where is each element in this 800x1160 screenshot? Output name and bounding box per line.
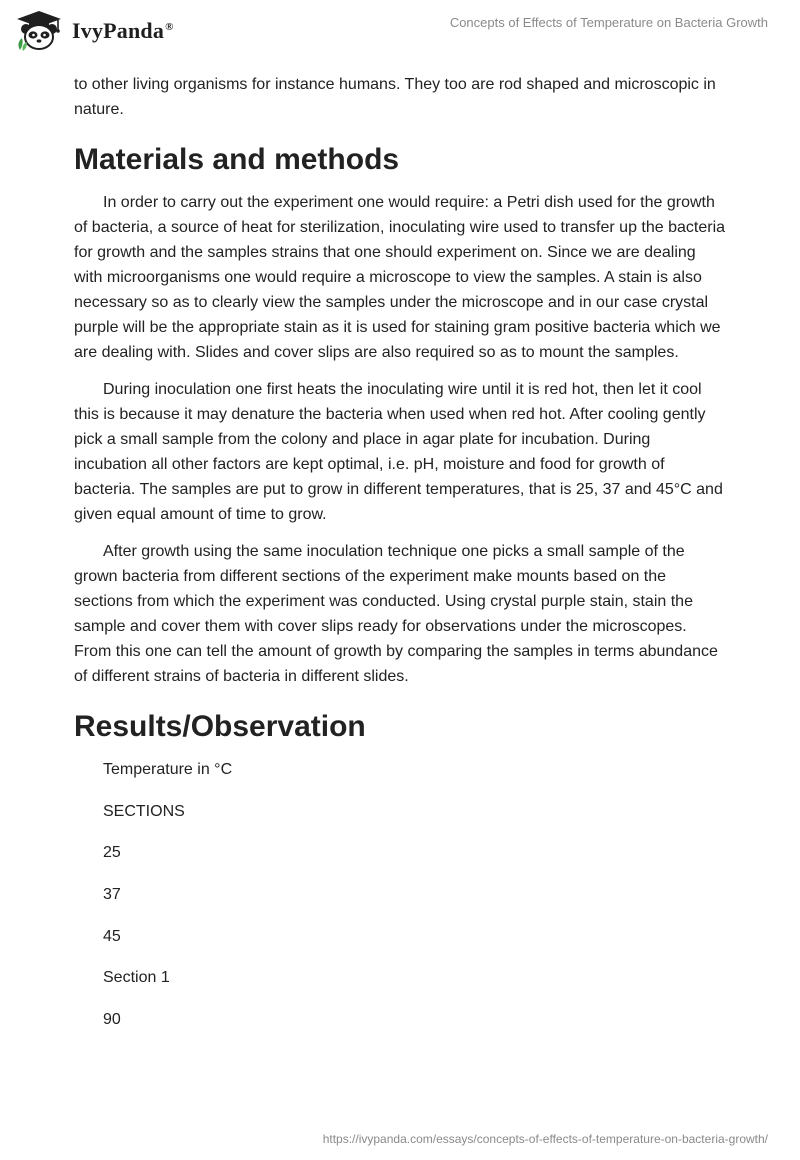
- materials-paragraph: After growth using the same inoculation technique one picks a small sample of the grown bacteria from different sections of the experiment make mounts based on the sections from which the experiment was conducted. Using crystal purple stain, stain the sample and cover them with cover slips ready for observations under the microscopes. From this one can tell the amount of growth by comparing the samples in terms abundance of different strains of bacteria in different slides.: [74, 543, 718, 685]
- intro-paragraph: to other living organisms for instance humans. They too are rod shaped and microscopic in nature.: [74, 76, 716, 118]
- table-cell: 25: [103, 844, 121, 862]
- results-heading: Results/Observation: [74, 710, 366, 743]
- table-cell: 37: [103, 886, 121, 904]
- materials-heading: Materials and methods: [74, 143, 400, 176]
- ivypanda-logo[interactable]: [14, 10, 174, 52]
- table-cell: 90: [103, 1011, 121, 1029]
- page-header: [0, 0, 800, 66]
- essay-body: [74, 72, 726, 1049]
- table-cell: 45: [103, 927, 121, 945]
- document-title: Concepts of Effects of Temperature on Bacteria Growth: [449, 15, 768, 30]
- panda-graduate-icon: [14, 10, 64, 52]
- table-cell: Temperature in °C: [103, 761, 233, 778]
- results-table: [74, 757, 726, 1032]
- source-url[interactable]: https://ivypanda.com/essays/concepts-of-effects-of-temperature-on-bacteria-growth/: [322, 1132, 768, 1146]
- table-cell: Section 1: [103, 969, 170, 987]
- materials-paragraph: In order to carry out the experiment one would require: a Petri dish used for the growth of bacteria, a source of heat for sterilization, inoculating wire used to transfer up the bacteria for growth and the samples strains that one should experiment on. Since we are dealing with microorganisms one would require a microscope to view the samples. A stain is also necessary so as to clearly view the samples under the microscope and in our case crystal purple will be the appropriate stain as it is used for staining gram positive bacteria which we are dealing with. Slides and cover slips are also required so as to mount the samples.: [74, 194, 726, 361]
- table-cell: SECTIONS: [103, 802, 185, 820]
- brand-name: IvyPanda®: [72, 18, 174, 43]
- materials-paragraph: During inoculation one first heats the inoculating wire until it is red hot, then let it cool this is because it may denature the bacteria when used when red hot. After cooling gently pick a small sample from the colony and place in agar plate for incubation. During incubation all other factors are kept optimal, i.e. pH, moisture and food for growth of bacteria. The samples are put to grow in different temperatures, that is 25, 37 and 45°C and given equal amount of time to grow.: [74, 381, 723, 523]
